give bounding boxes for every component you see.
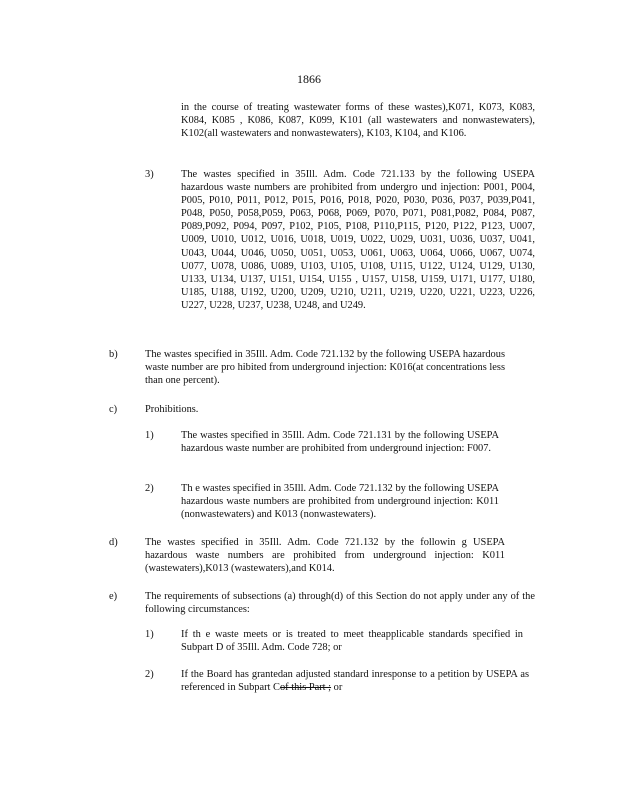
page-number: 1866 xyxy=(297,72,321,86)
item-d-text: The wastes specified in 35Ill. Adm. Code 721.132 by the followin g USEPA hazardous waste numbers are prohibited from underground injection: K011 (wastewaters),K013 (wastewaters),and K014. xyxy=(145,537,505,575)
item-c2-label: 2) xyxy=(145,483,154,494)
item-e2-text xyxy=(181,668,529,694)
item-e-text: The requirements of subsections (a) through(d) of this Section do not apply under any of the following circumstances: xyxy=(145,591,535,616)
item-b-text: The wastes specified in 35Ill. Adm. Code 721.132 by the following USEPA hazardous waste number are pro hibited from underground injection: K016(at concentrations less than one percent). xyxy=(145,349,505,387)
item-e1-label: 1) xyxy=(145,629,154,640)
item-3-text: The wastes specified in 35Ill. Adm. Code 721.133 by the following USEPA hazardous waste numbers are prohibited from undergro und injection: P001, P004, P005, P010, P011, P012, P015, P016, P018, P020, P030, P036, P037, P039,P041, P048, P050, P058,P059, P063, P068, P069, P070, P071, P081,P082, P084, P087, P089,P092, P094, P097, P102, P105, P108, P110,P115, P120, P122, P123, U007, U009, U010, U012, U016, U018, U019, U022, U029, U031, U036, U037, U041, U043, U044, U046, U050, U051, U053, U061, U063, U064, U066, U067, U074, U077, U078, U086, U089, U103, U105, U108, U115, U122, U124, U129, U130, U133, U134, U137, U151, U154, U155 , U157, U158, U159, U171, U177, U180, U185, U188, U192, U200, U209, U210, U211, U219, U220, U221, U223, U226, U227, U228, U237, U238, U248, and U249. xyxy=(181,169,535,311)
item-c-text: Prohibitions. xyxy=(145,404,199,415)
item-c1-label: 1) xyxy=(145,430,154,441)
item-c1-text: The wastes specified in 35Ill. Adm. Code 721.131 by the following USEPA hazardous waste number are prohibited from underground injection: F007. xyxy=(181,430,499,455)
item-e-label: e) xyxy=(109,591,118,602)
item-e2-text-main: If the Board has grantedan adjusted standard inresponse to a petition by USEPA as referenced in Subpart C xyxy=(181,669,529,694)
item-c-label: c) xyxy=(109,404,118,415)
continued-paragraph: in the course of treating wastewater forms of these wastes),K071, K073, K083, K084, K085 , K086, K087, K099, K101 (all wastewaters and nonwastewaters), K102(all wastewaters and nonwastewaters), K103, K104, and K106. xyxy=(181,102,535,140)
item-e2-text-end: or xyxy=(331,682,343,694)
item-d-label: d) xyxy=(109,537,118,548)
item-b-label: b) xyxy=(109,349,118,360)
item-c2-text: Th e wastes specified in 35Ill. Adm. Code 721.132 by the following USEPA hazardous waste numbers are prohibited from underground injection: K011 (nonwastewaters) and K013 (nonwastewaters). xyxy=(181,483,499,521)
item-3-label: 3) xyxy=(145,169,154,180)
item-e1-text: If th e waste meets or is treated to meet theapplicable standards specified in Subpart D of 35Ill. Adm. Code 728; or xyxy=(181,629,523,654)
struck-text: of this Part ; xyxy=(279,682,332,694)
item-e2-label: 2) xyxy=(145,669,154,680)
